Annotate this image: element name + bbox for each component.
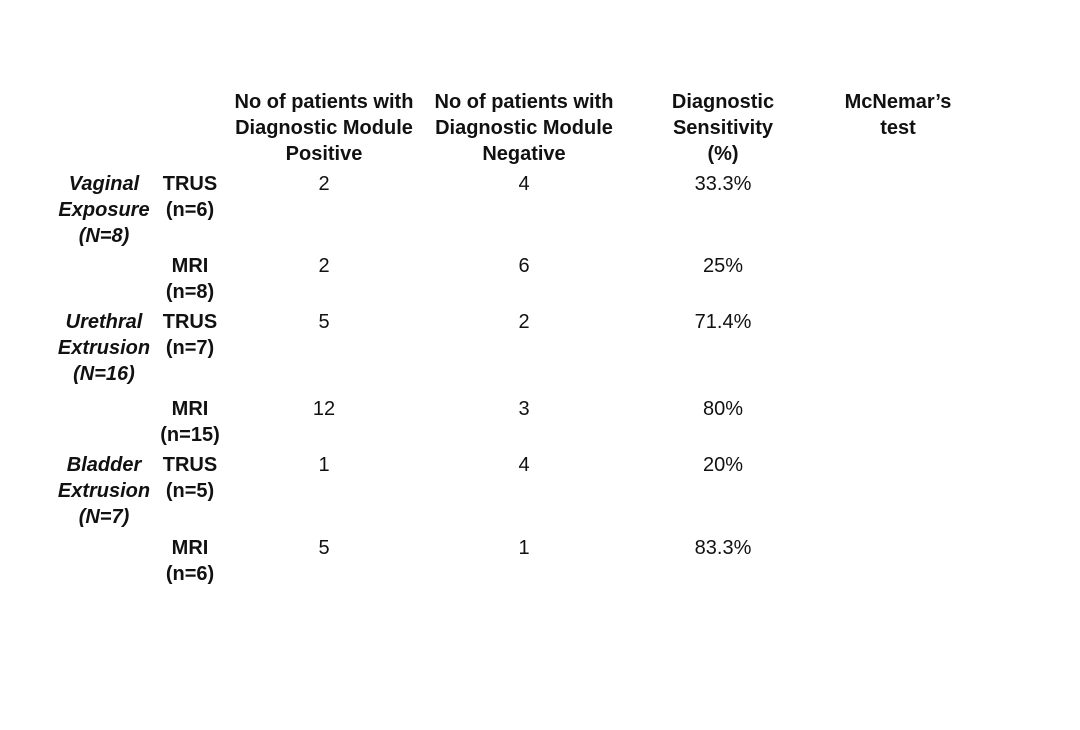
modality-cell: TRUS (n=5) (162, 454, 218, 502)
positive-count-cell: 2 (318, 173, 330, 195)
sensitivity-cell: 71.4% (694, 311, 752, 333)
group-label-bladder-extrusion: Bladder Extrusion (N=7) (57, 454, 151, 528)
negative-count-cell: 3 (518, 398, 530, 420)
sensitivity-cell: 83.3% (694, 537, 752, 559)
positive-count-cell: 12 (312, 398, 336, 420)
sensitivity-cell: 25% (702, 255, 744, 277)
header-mcnemar: McNemar’s test (844, 91, 952, 139)
modality-cell: MRI (n=15) (160, 398, 220, 446)
negative-count-cell: 6 (518, 255, 530, 277)
modality-cell: TRUS (n=6) (162, 173, 218, 221)
negative-count-cell: 4 (518, 173, 530, 195)
positive-count-cell: 5 (318, 537, 330, 559)
positive-count-cell: 1 (318, 454, 330, 476)
header-sensitivity: Diagnostic Sensitivity (%) (671, 91, 775, 165)
sensitivity-cell: 80% (702, 398, 744, 420)
positive-count-cell: 5 (318, 311, 330, 333)
negative-count-cell: 1 (518, 537, 530, 559)
negative-count-cell: 4 (518, 454, 530, 476)
header-negative: No of patients with Diagnostic Module Negative (434, 91, 614, 165)
sensitivity-cell: 33.3% (694, 173, 752, 195)
modality-cell: MRI (n=6) (165, 537, 215, 585)
modality-cell: MRI (n=8) (165, 255, 215, 303)
group-label-vaginal-exposure: Vaginal Exposure (N=8) (58, 173, 150, 247)
positive-count-cell: 2 (318, 255, 330, 277)
negative-count-cell: 2 (518, 311, 530, 333)
group-label-urethral-extrusion: Urethral Extrusion (N=16) (57, 311, 151, 385)
header-positive: No of patients with Diagnostic Module Positive (234, 91, 414, 165)
modality-cell: TRUS (n=7) (162, 311, 218, 359)
sensitivity-cell: 20% (702, 454, 744, 476)
